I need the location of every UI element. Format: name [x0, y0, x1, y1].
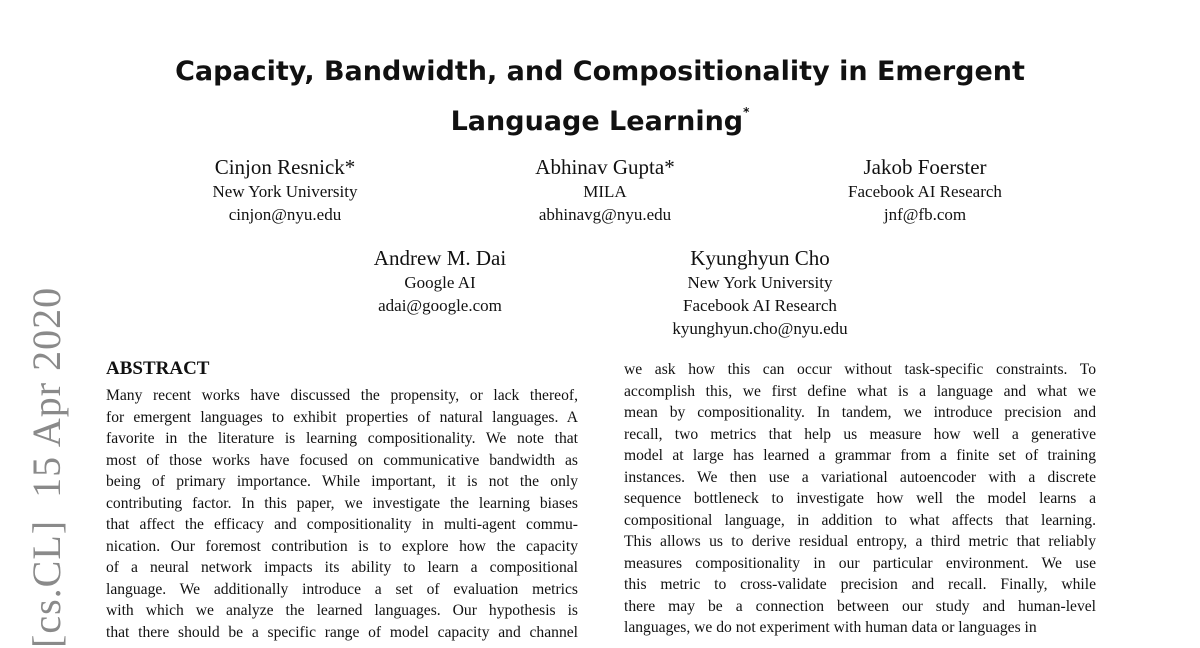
- abstract-line: with which we analyze the learned languages. Our hypothesis is: [106, 602, 578, 619]
- author-email: kyunghyun.cho@nyu.edu: [672, 319, 848, 338]
- abstract-line: This allows us to derive residual entropy, a third metric that reliably: [624, 533, 1096, 550]
- title-footnote-mark: *: [743, 105, 750, 119]
- paper-title: [100, 52, 1100, 142]
- abstract-line: languages, we do not experiment with human data or languages in: [624, 619, 1037, 636]
- arxiv-category: [cs.CL]: [24, 519, 69, 648]
- abstract-column-right: [624, 359, 1096, 639]
- abstract-line: that there should be a specific range of model capacity and channel: [106, 623, 578, 641]
- abstract-line: Many recent works have discussed the propensity, or lack thereof,: [106, 387, 578, 404]
- abstract-line: being of primary importance. While important, it is not the only: [106, 473, 578, 490]
- abstract-line: instances. We then use a variational autoencoder with a discrete: [624, 468, 1096, 486]
- author-block-resnick: [170, 154, 400, 226]
- abstract-column-left: [106, 385, 578, 643]
- abstract-line: language. We additionally introduce a set of evaluation metrics: [106, 580, 578, 598]
- abstract-heading: ABSTRACT: [106, 358, 210, 379]
- author-name: Kyunghyun Cho: [690, 246, 830, 270]
- abstract-line: this metric to cross-validate precision and recall. Finally, while: [624, 576, 1096, 593]
- author-block-foerster: [810, 154, 1040, 226]
- paper-title-line-2: [100, 92, 1100, 142]
- author-affiliation: New York University: [212, 182, 358, 201]
- abstract-line: of a neural network impacts its ability to learn a compositional: [106, 559, 578, 576]
- abstract-line: we ask how this can occur without task-specific constraints. To: [624, 361, 1096, 378]
- paper-title-line-1: Capacity, Bandwidth, and Compositionality in Emergent: [175, 56, 1025, 87]
- abstract-line: measures compositionality in our particular environment. We use: [624, 554, 1096, 572]
- abstract-line: compositional language, in addition to what affects that learning.: [624, 511, 1096, 529]
- author-block-gupta: [485, 154, 725, 226]
- abstract-line: accomplish this, we first define what is a language and what we: [624, 382, 1096, 400]
- abstract-line: sequence bottleneck to investigate how well the model learns a: [624, 490, 1096, 507]
- author-email: cinjon@nyu.edu: [228, 205, 342, 224]
- abstract-line: favorite in the literature is learning compositionality. We note that: [106, 430, 578, 447]
- author-name: Andrew M. Dai: [373, 246, 507, 270]
- abstract-line: mean by compositionality. In tandem, we introduce precision and: [624, 404, 1096, 421]
- author-affiliation-2: Facebook AI Research: [683, 296, 837, 315]
- abstract-line: contributing factor. In this paper, we investigate the learning biases: [106, 494, 578, 512]
- abstract-line: for emergent languages to exhibit properties of natural languages. A: [106, 408, 578, 426]
- author-name: Jakob Foerster: [863, 155, 987, 179]
- abstract-line: model at large has learned a grammar from a finite set of training: [624, 447, 1096, 464]
- author-email: jnf@fb.com: [883, 205, 967, 224]
- author-name: Abhinav Gupta*: [535, 155, 675, 179]
- abstract-line: most of those works have focused on communicative bandwidth as: [106, 451, 578, 469]
- author-affiliation: Google AI: [404, 273, 476, 292]
- author-affiliation: New York University: [687, 273, 833, 292]
- author-email: abhinavg@nyu.edu: [538, 205, 672, 224]
- author-block-dai: [325, 245, 555, 317]
- author-block-cho: [630, 245, 890, 340]
- abstract-line: nication. Our foremost contribution is to explore how the capacity: [106, 537, 578, 555]
- paper-title-line-2-text: Language Learning: [450, 106, 744, 137]
- abstract-line: that affect the efficacy and compositionality in multi-agent commu-: [106, 516, 578, 533]
- author-affiliation: Facebook AI Research: [848, 182, 1002, 201]
- arxiv-stamp: [24, 265, 70, 648]
- abstract-line: there may be a connection between our study and human-level: [624, 597, 1096, 615]
- abstract-line: recall, two metrics that help us measure how well a generative: [624, 425, 1096, 443]
- arxiv-date: 15 Apr 2020: [24, 286, 69, 498]
- author-email: adai@google.com: [378, 296, 502, 315]
- author-affiliation: MILA: [583, 182, 627, 201]
- author-name: Cinjon Resnick*: [214, 155, 356, 179]
